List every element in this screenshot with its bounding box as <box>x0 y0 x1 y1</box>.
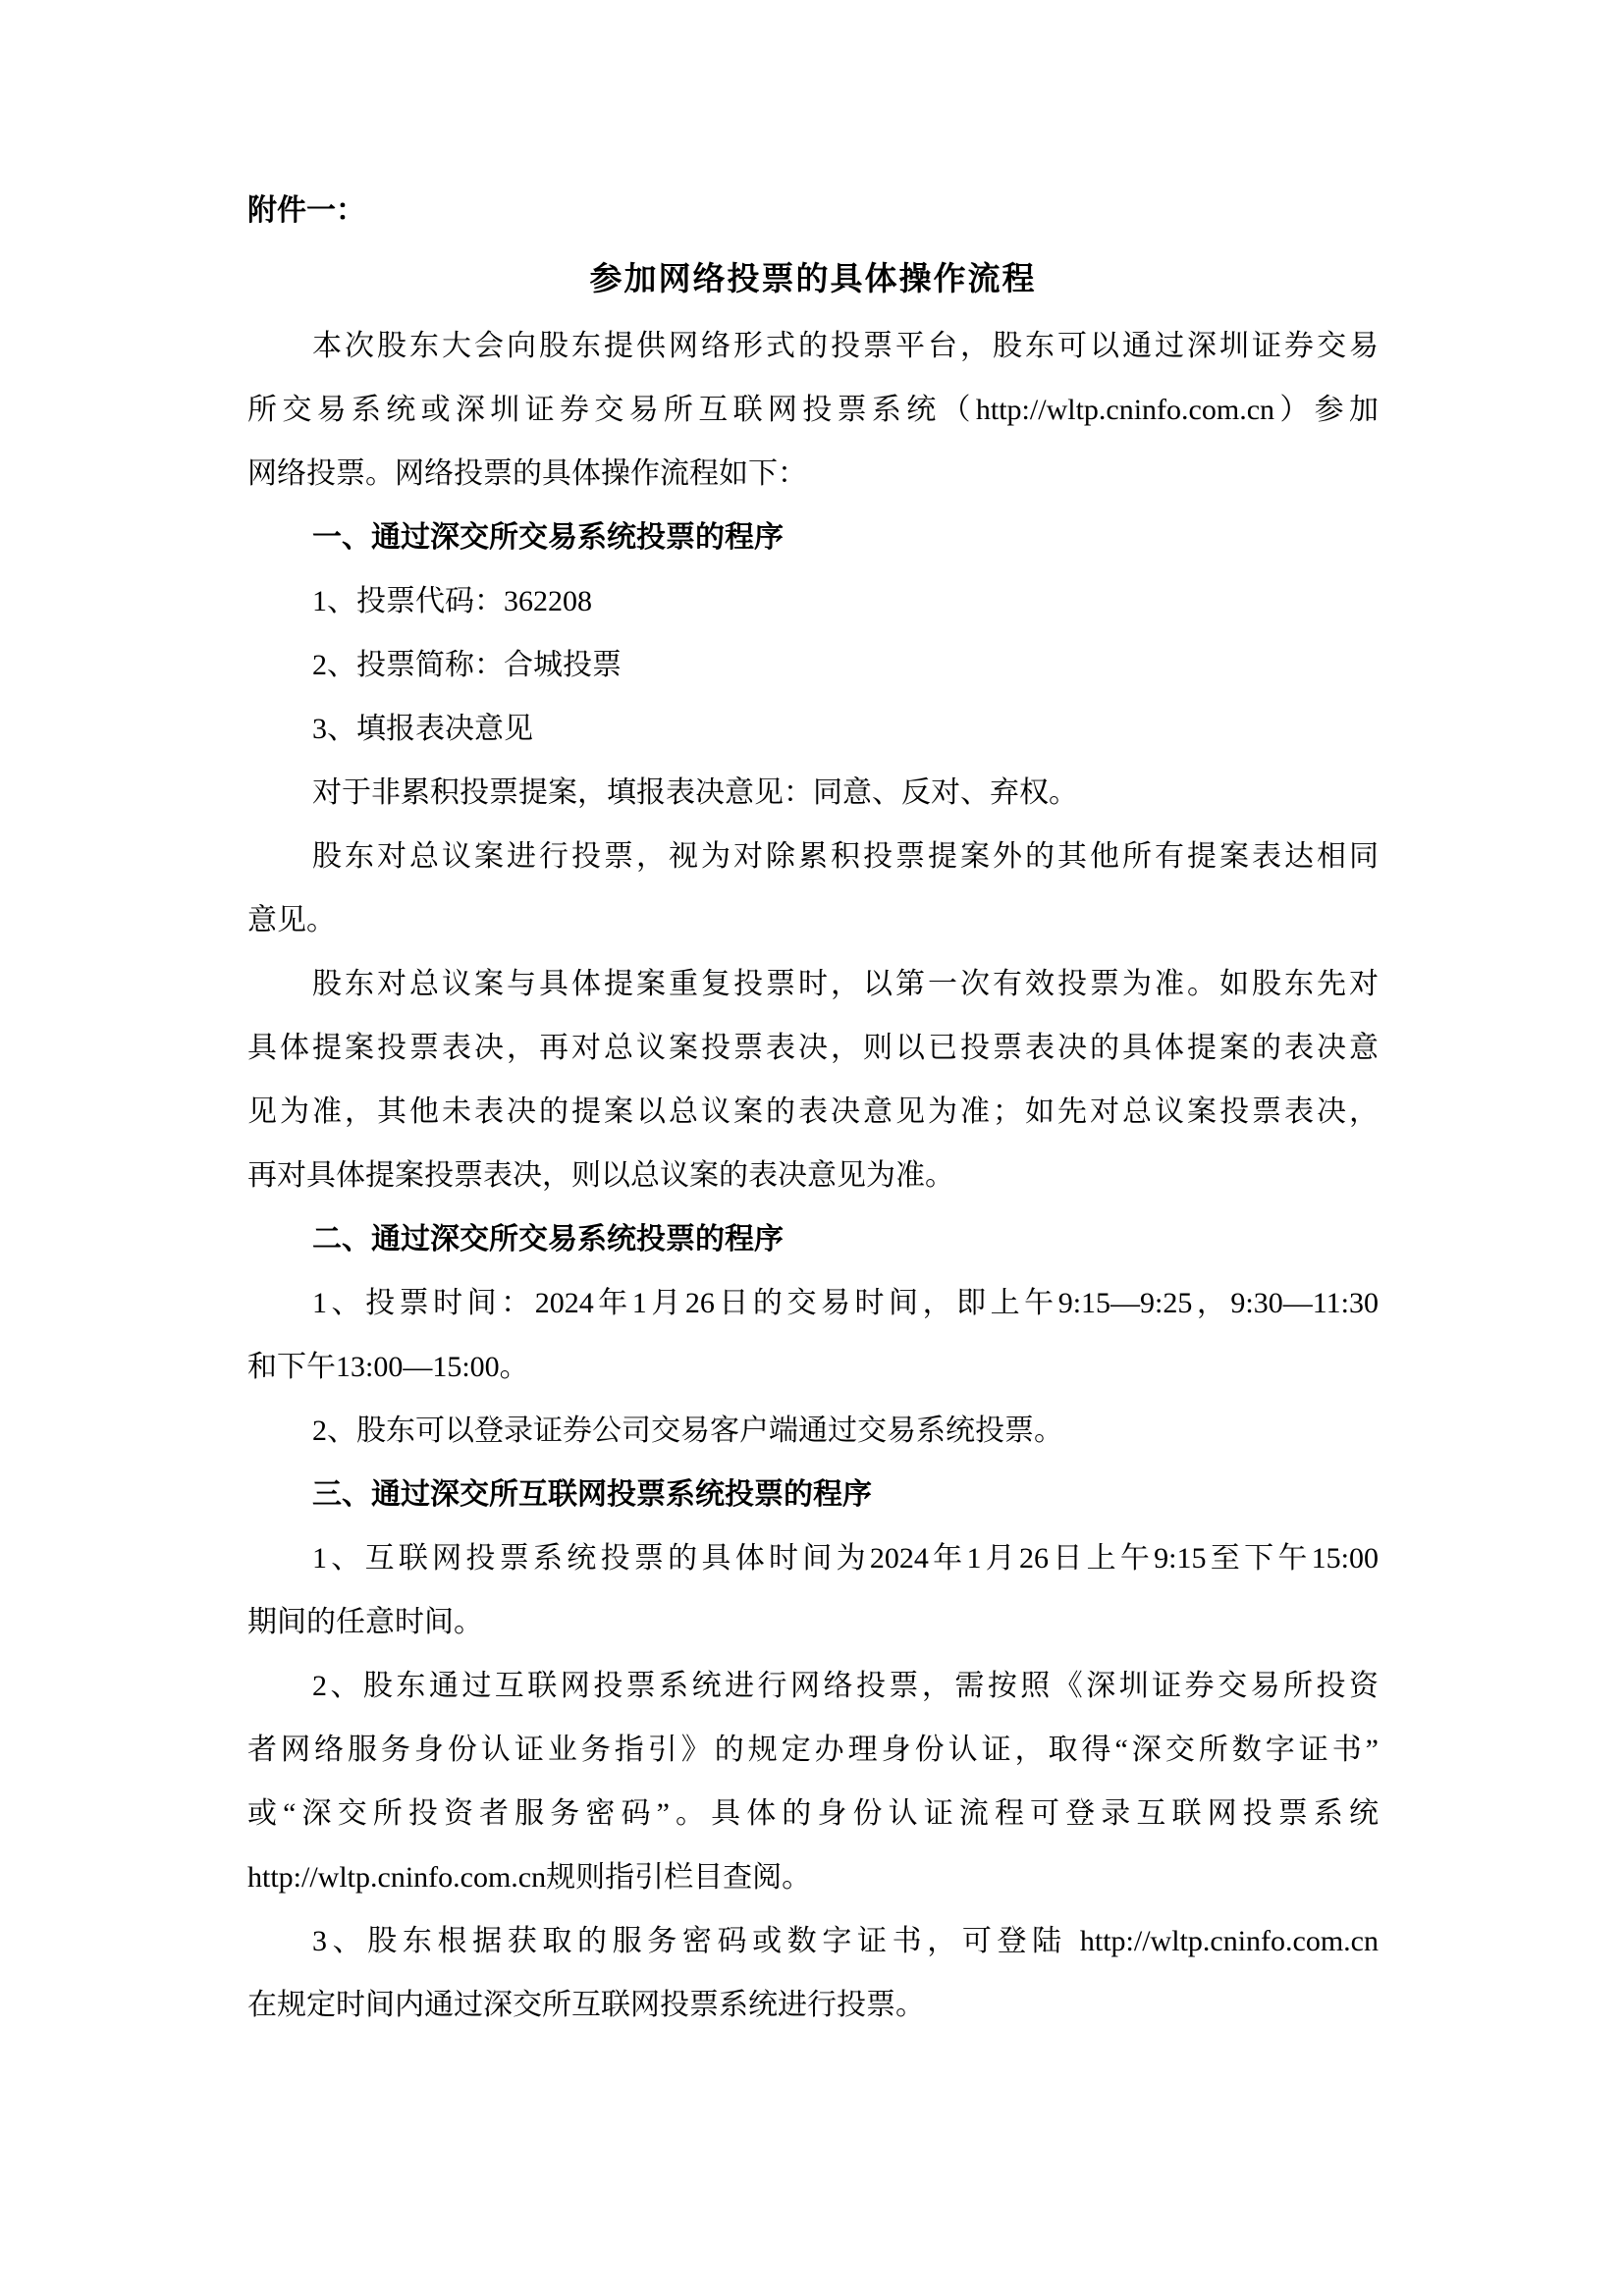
section-1-heading: 一、通过深交所交易系统投票的程序 <box>312 521 784 554</box>
section-2-paragraph-2-line-1: 2、股东可以登录证券公司交易客户端通过交易系统投票。 <box>312 1415 1063 1447</box>
identity-auth-line-3: 或“深交所投资者服务密码”。具体的身份认证流程可登录互联网投票系统 <box>247 1797 1379 1830</box>
section-1-paragraph-3-line-3: 见为准，其他未表决的提案以总议案的表决意见为准；如先对总议案投票表决， <box>247 1095 1379 1128</box>
internet-voting-time-line-1: 1、互联网投票系统投票的具体时间为2024年1月26日上午9:15至下午15:00 <box>312 1542 1379 1575</box>
section-1-paragraph-3-line-2: 具体提案投票表决，再对总议案投票表决，则以已投票表决的具体提案的表决意 <box>247 1032 1379 1064</box>
voting-name-item: 2、投票简称：合城投票 <box>312 649 622 681</box>
section-3-heading: 三、通过深交所互联网投票系统投票的程序 <box>312 1478 872 1511</box>
section-1-paragraph-3-line-1: 股东对总议案与具体提案重复投票时，以第一次有效投票为准。如股东先对 <box>312 968 1379 1000</box>
section-1-paragraph-3-line-4: 再对具体提案投票表决，则以总议案的表决意见为准。 <box>247 1159 954 1192</box>
internet-voting-time-line-2: 期间的任意时间。 <box>247 1606 483 1638</box>
identity-auth-line-2: 者网络服务身份认证业务指引》的规定办理身份认证，取得“深交所数字证书” <box>247 1734 1379 1766</box>
document-title: 参加网络投票的具体操作流程 <box>589 262 1037 297</box>
section-1-paragraph-2-line-2: 意见。 <box>247 904 336 936</box>
intro-line-1: 本次股东大会向股东提供网络形式的投票平台，股东可以通过深圳证券交易 <box>312 330 1379 362</box>
identity-auth-line-4: http://wltp.cninfo.com.cn规则指引栏目查阅。 <box>247 1861 812 1894</box>
intro-line-2: 所交易系统或深圳证券交易所互联网投票系统（http://wltp.cninfo.com.cn）参加 <box>247 394 1379 426</box>
section-1-paragraph-2-line-1: 股东对总议案进行投票，视为对除累积投票提案外的其他所有提案表达相同 <box>312 840 1379 873</box>
voting-time-line-2: 和下午13:00—15:00。 <box>247 1351 529 1383</box>
voting-code-item: 1、投票代码：362208 <box>312 585 592 617</box>
login-vote-line-2: 在规定时间内通过深交所互联网投票系统进行投票。 <box>247 1989 925 2021</box>
login-vote-line-1: 3、股东根据获取的服务密码或数字证书，可登陆 http://wltp.cninfo.com.cn <box>312 1925 1379 1957</box>
identity-auth-line-1: 2、股东通过互联网投票系统进行网络投票，需按照《深圳证券交易所投资 <box>312 1670 1379 1702</box>
intro-line-3: 网络投票。网络投票的具体操作流程如下： <box>247 457 807 490</box>
ballot-opinion-item: 3、填报表决意见 <box>312 713 533 745</box>
section-1-paragraph-1-line-1: 对于非累积投票提案，填报表决意见：同意、反对、弃权。 <box>312 776 1078 809</box>
section-2-heading: 二、通过深交所交易系统投票的程序 <box>312 1223 784 1255</box>
voting-time-line-1: 1、投票时间：2024年1月26日的交易时间，即上午9:15—9:25，9:30—11:30 <box>312 1287 1379 1319</box>
attachment-label: 附件一： <box>247 194 365 227</box>
